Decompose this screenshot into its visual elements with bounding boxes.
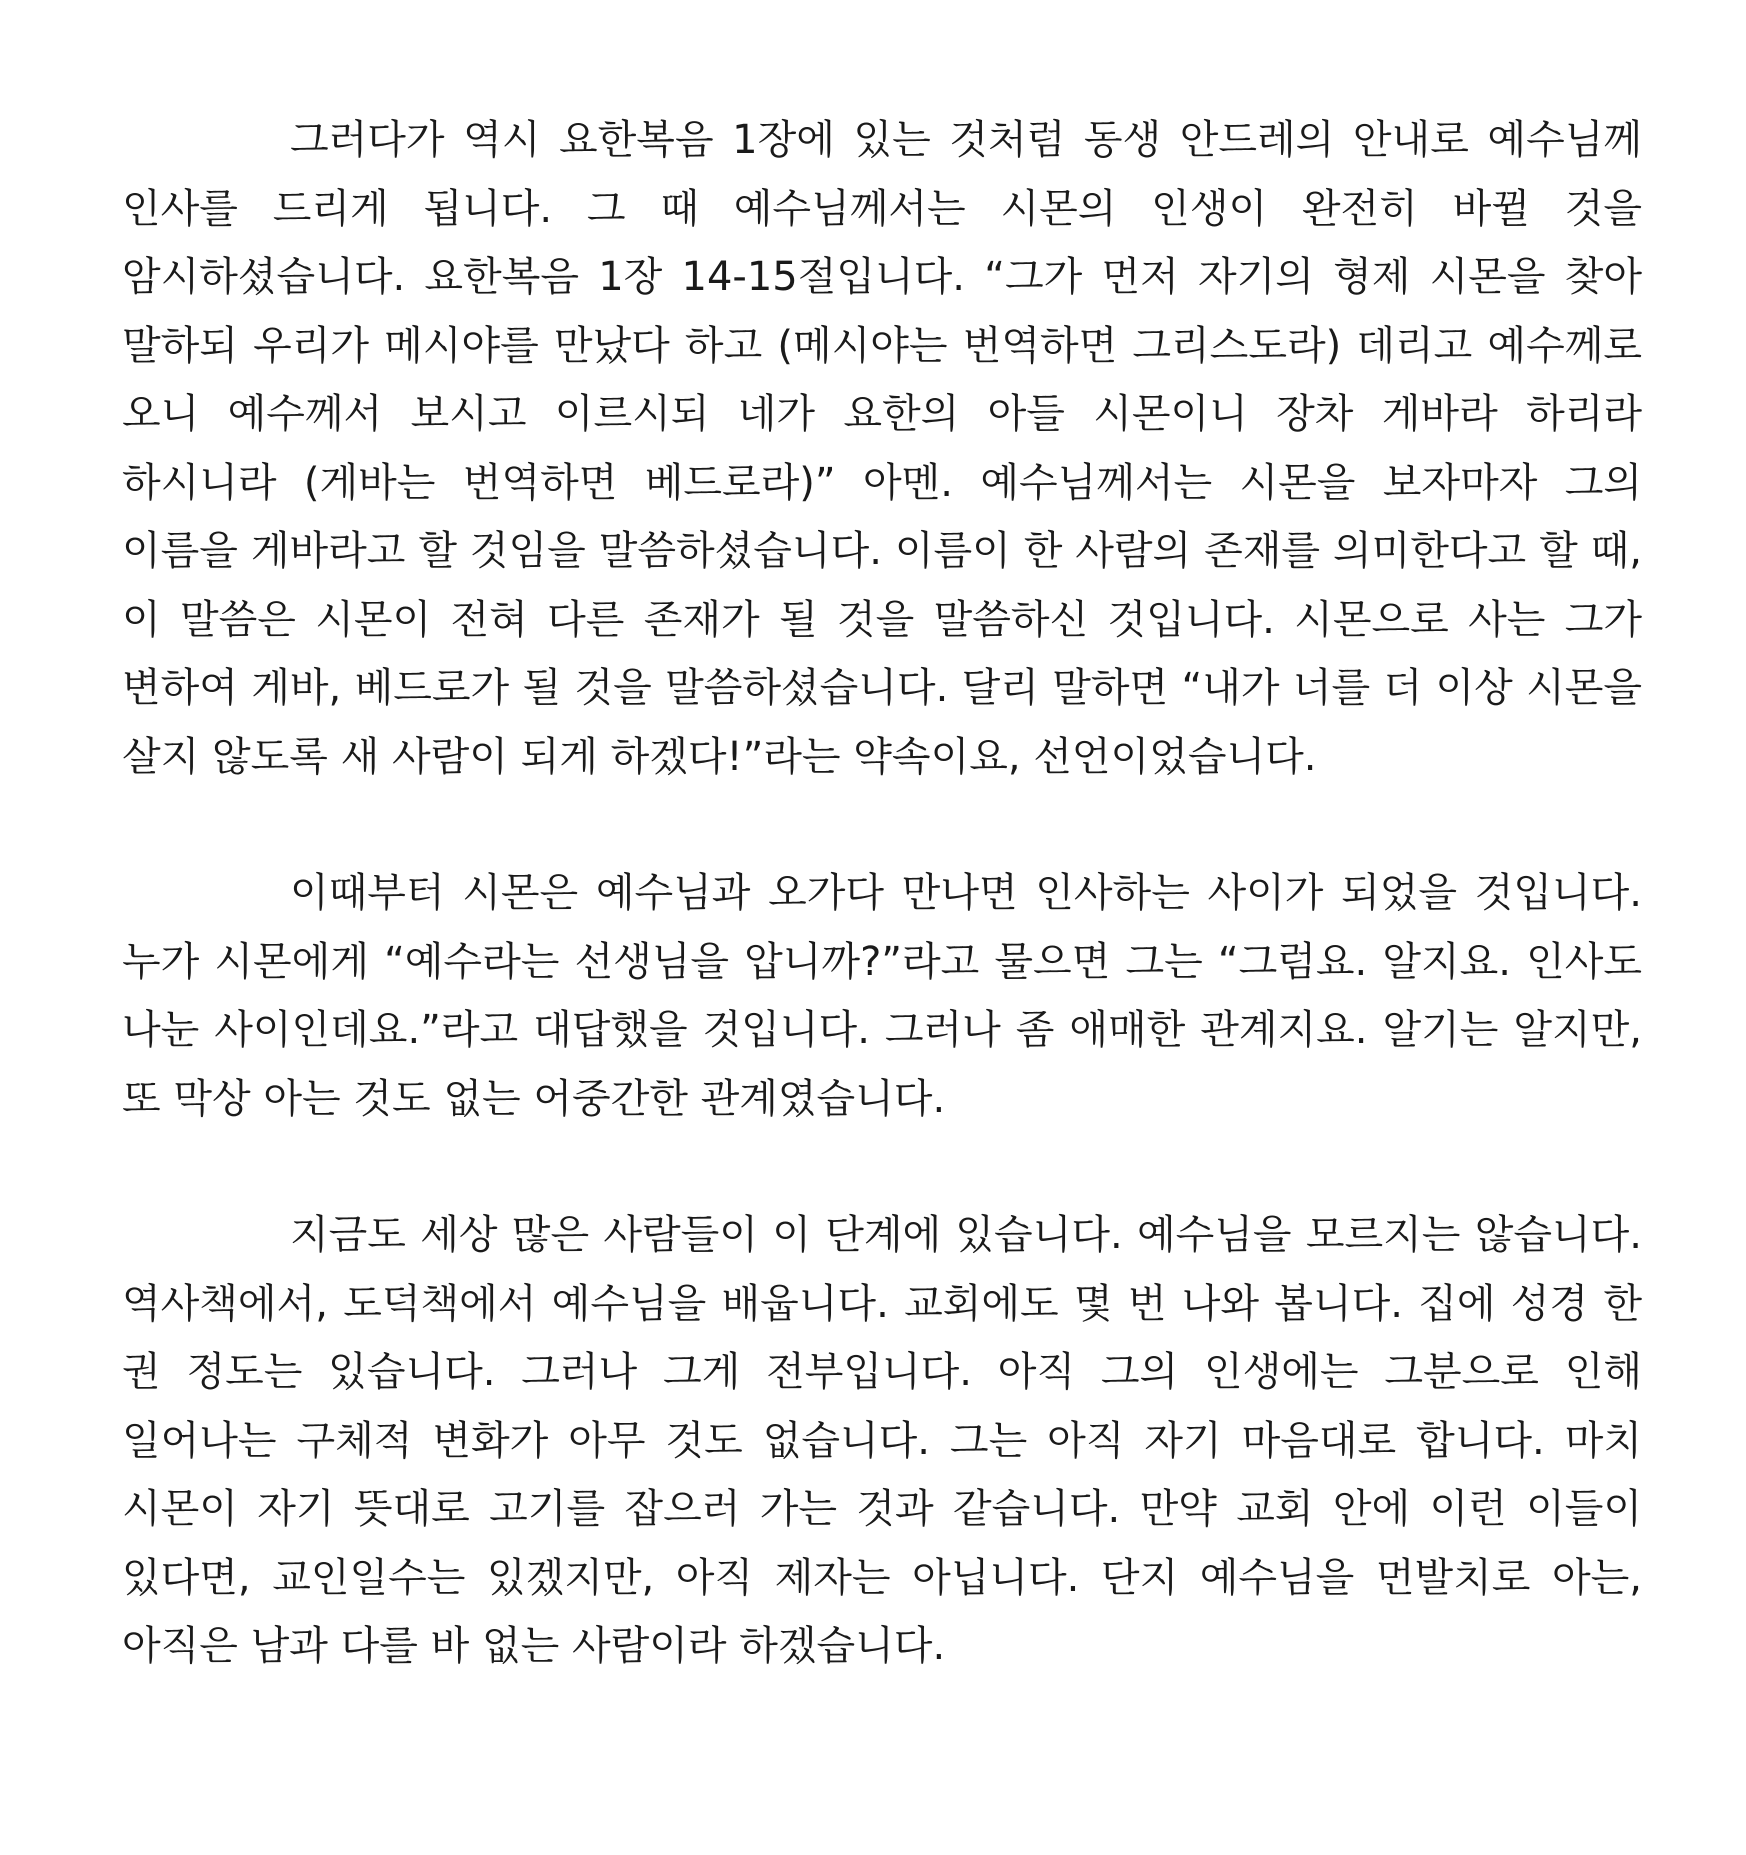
document-page xyxy=(122,106,1642,1681)
paragraph-2: 이때부터 시몬은 예수님과 오가다 만나면 인사하는 사이가 되었을 것입니다. 누가 시몬에게 “예수라는 선생님을 압니까?”라고 물으면 그는 “그럼요. 알지요. 인사도 나눈 사이인데요.”라고 대답했을 것입니다. 그러나 좀 애매한 관계지요. 알기는 알지만, 또 막상 아는 것도 없는 어중간한 관계였습니다. xyxy=(122,870,1642,1122)
paragraph-1: 그러다가 역시 요한복음 1장에 있는 것처럼 동생 안드레의 안내로 예수님께 인사를 드리게 됩니다. 그 때 예수님께서는 시몬의 인생이 완전히 바뀔 것을 암시하셨습니다. 요한복음 1장 14-15절입니다. “그가 먼저 자기의 형제 시몬을 찾아 말하되 우리가 메시야를 만났다 하고 (메시야는 번역하면 그리스도라) 데리고 예수께로 오니 예수께서 보시고 이르시되 네가 요한의 아들 시몬이니 장차 게바라 하리라 하시니라 (게바는 번역하면 베드로라)” 아멘. 예수님께서는 시몬을 보자마자 그의 이름을 게바라고 할 것임을 말씀하셨습니다. 이름이 한 사람의 존재를 의미한다고 할 때, 이 말씀은 시몬이 전혀 다른 존재가 될 것을 말씀하신 것입니다. 시몬으로 사는 그가 변하여 게바, 베드로가 될 것을 말씀하셨습니다. 달리 말하면 “내가 너를 더 이상 시몬을 살지 않도록 새 사람이 되게 하겠다!”라는 약속이요, 선언이었습니다. xyxy=(122,117,1642,780)
paragraph-3: 지금도 세상 많은 사람들이 이 단계에 있습니다. 예수님을 모르지는 않습니다. 역사책에서, 도덕책에서 예수님을 배웁니다. 교회에도 몇 번 나와 봅니다. 집에 성경 한 권 정도는 있습니다. 그러나 그게 전부입니다. 아직 그의 인생에는 그분으로 인해 일어나는 구체적 변화가 아무 것도 없습니다. 그는 아직 자기 마음대로 합니다. 마치 시몬이 자기 뜻대로 고기를 잡으러 가는 것과 같습니다. 만약 교회 안에 이런 이들이 있다면, 교인일수는 있겠지만, 아직 제자는 아닙니다. 단지 예수님을 먼발치로 아는, 아직은 남과 다를 바 없는 사람이라 하겠습니다. xyxy=(122,1212,1642,1669)
